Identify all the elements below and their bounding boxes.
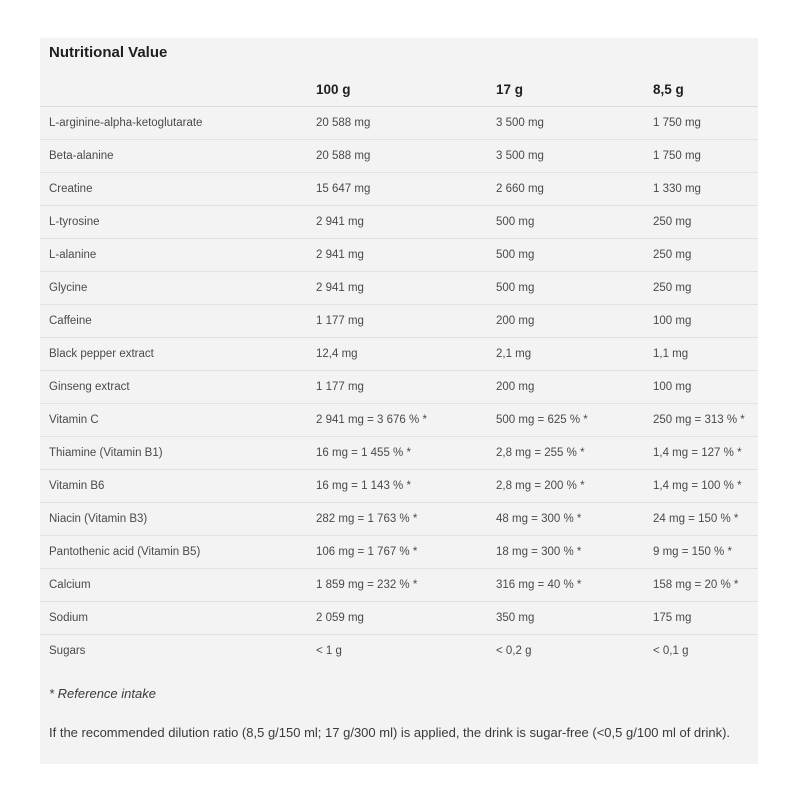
nutrition-panel xyxy=(40,38,758,764)
column-header: 17 g xyxy=(487,72,644,107)
nutrient-value-cell: 20 588 mg xyxy=(307,107,487,140)
table-row xyxy=(40,371,758,404)
nutrient-value-cell: 2 941 mg xyxy=(307,206,487,239)
table-row xyxy=(40,239,758,272)
nutrient-value-cell: 500 mg xyxy=(487,272,644,305)
nutrient-name-cell: Caffeine xyxy=(40,305,307,338)
nutrient-value-cell: 250 mg xyxy=(644,206,758,239)
nutrient-value-cell: 3 500 mg xyxy=(487,107,644,140)
nutrient-name-cell: Glycine xyxy=(40,272,307,305)
nutrient-value-cell: 1 750 mg xyxy=(644,140,758,173)
nutrient-value-cell: 2 941 mg xyxy=(307,272,487,305)
nutrient-name-cell: Black pepper extract xyxy=(40,338,307,371)
nutrient-value-cell: 2,8 mg = 255 % * xyxy=(487,437,644,470)
nutrient-value-cell: < 1 g xyxy=(316,645,342,657)
table-row xyxy=(40,338,758,371)
nutrient-value-cell: 1,1 mg xyxy=(644,338,758,371)
nutrient-name-cell: Pantothenic acid (Vitamin B5) xyxy=(40,536,307,569)
table-row xyxy=(40,503,758,536)
nutrient-name-cell: Sodium xyxy=(40,602,307,635)
table-row xyxy=(40,404,758,437)
nutrient-value-cell: 100 mg xyxy=(644,371,758,404)
nutrient-value-cell: 1,4 mg = 100 % * xyxy=(644,470,758,503)
nutrient-value-cell: 2 941 mg = 3 676 % * xyxy=(307,404,487,437)
nutrient-value-cell: < 0,2 g xyxy=(496,645,532,657)
nutrient-value-cell: 175 mg xyxy=(644,602,758,635)
nutrient-value-cell: 250 mg = 313 % * xyxy=(644,404,758,437)
nutrient-value-cell: 1 177 mg xyxy=(307,371,487,404)
nutrient-name-cell: Ginseng extract xyxy=(40,371,307,404)
table-row xyxy=(40,536,758,569)
nutrient-value-cell: 200 mg xyxy=(487,371,644,404)
nutrient-value-cell: 350 mg xyxy=(487,602,644,635)
table-row xyxy=(40,272,758,305)
footnote: * Reference intake xyxy=(49,686,156,701)
nutrient-value-cell: 3 500 mg xyxy=(487,140,644,173)
nutrient-value-cell: 250 mg xyxy=(644,272,758,305)
nutrient-value-cell: 24 mg = 150 % * xyxy=(644,503,758,536)
table-row xyxy=(40,569,758,602)
nutrient-name-cell: Calcium xyxy=(40,569,307,602)
nutrient-value-cell: 282 mg = 1 763 % * xyxy=(307,503,487,536)
table-body xyxy=(40,107,758,668)
nutrient-name-cell: L-arginine-alpha-ketoglutarate xyxy=(40,107,307,140)
table-row xyxy=(40,107,758,140)
nutrient-name-cell: Vitamin C xyxy=(40,404,307,437)
nutrient-value-cell: 18 mg = 300 % * xyxy=(487,536,644,569)
table-row xyxy=(40,305,758,338)
nutrient-name-cell: Creatine xyxy=(40,173,307,206)
nutrient-value-cell: 316 mg = 40 % * xyxy=(487,569,644,602)
table-title: Nutritional Value xyxy=(49,44,168,61)
nutrient-value-cell: 158 mg = 20 % * xyxy=(644,569,758,602)
nutrient-value-cell: 1 177 mg xyxy=(307,305,487,338)
table-row xyxy=(40,470,758,503)
nutrient-value-cell: < 0,1 g xyxy=(653,645,689,657)
nutrient-value-cell: 48 mg = 300 % * xyxy=(487,503,644,536)
nutrient-name-cell: L-alanine xyxy=(40,239,307,272)
nutrient-value-cell: 12,4 mg xyxy=(307,338,487,371)
nutrient-name-cell: L-tyrosine xyxy=(40,206,307,239)
nutrient-name-cell: Beta-alanine xyxy=(40,140,307,173)
nutrient-value-cell: 500 mg = 625 % * xyxy=(487,404,644,437)
column-header: 8,5 g xyxy=(644,72,758,107)
table-header-row xyxy=(40,72,758,107)
nutrient-name-cell: Vitamin B6 xyxy=(40,470,307,503)
nutrient-value-cell: 200 mg xyxy=(487,305,644,338)
nutrient-value-cell: 16 mg = 1 143 % * xyxy=(307,470,487,503)
nutrient-value-cell: 2 059 mg xyxy=(307,602,487,635)
nutrient-name-cell: Sugars xyxy=(49,645,86,657)
nutrient-value-cell: 500 mg xyxy=(487,239,644,272)
nutrient-value-cell: 16 mg = 1 455 % * xyxy=(307,437,487,470)
table-row xyxy=(40,437,758,470)
nutrient-value-cell: 2,1 mg xyxy=(487,338,644,371)
nutrient-value-cell: 1 330 mg xyxy=(644,173,758,206)
nutrient-value-cell: 1 859 mg = 232 % * xyxy=(307,569,487,602)
nutrient-value-cell: 250 mg xyxy=(644,239,758,272)
dilution-note: If the recommended dilution ratio (8,5 g/150 ml; 17 g/300 ml) is applied, the drink is sugar-free (<0,5 g/100 ml of drink). xyxy=(49,725,731,740)
table-row xyxy=(40,602,758,635)
table-row xyxy=(40,173,758,206)
nutrient-value-cell: 1,4 mg = 127 % * xyxy=(644,437,758,470)
nutrient-value-cell: 2 941 mg xyxy=(307,239,487,272)
nutrient-name-cell: Niacin (Vitamin B3) xyxy=(40,503,307,536)
table-row xyxy=(40,206,758,239)
nutrient-value-cell: 106 mg = 1 767 % * xyxy=(307,536,487,569)
nutrient-value-cell: 1 750 mg xyxy=(644,107,758,140)
nutrient-value-cell: 20 588 mg xyxy=(307,140,487,173)
table-row xyxy=(40,635,758,668)
nutrient-value-cell: 100 mg xyxy=(644,305,758,338)
nutrient-value-cell: 15 647 mg xyxy=(307,173,487,206)
nutrient-value-cell: 2 660 mg xyxy=(487,173,644,206)
nutrient-name-cell: Thiamine (Vitamin B1) xyxy=(40,437,307,470)
nutrient-value-cell: 500 mg xyxy=(487,206,644,239)
column-header: 100 g xyxy=(307,72,487,107)
nutrition-table xyxy=(40,72,758,667)
nutrient-value-cell: 9 mg = 150 % * xyxy=(644,536,758,569)
table-row xyxy=(40,140,758,173)
nutrient-value-cell: 2,8 mg = 200 % * xyxy=(487,470,644,503)
column-header xyxy=(40,72,307,107)
